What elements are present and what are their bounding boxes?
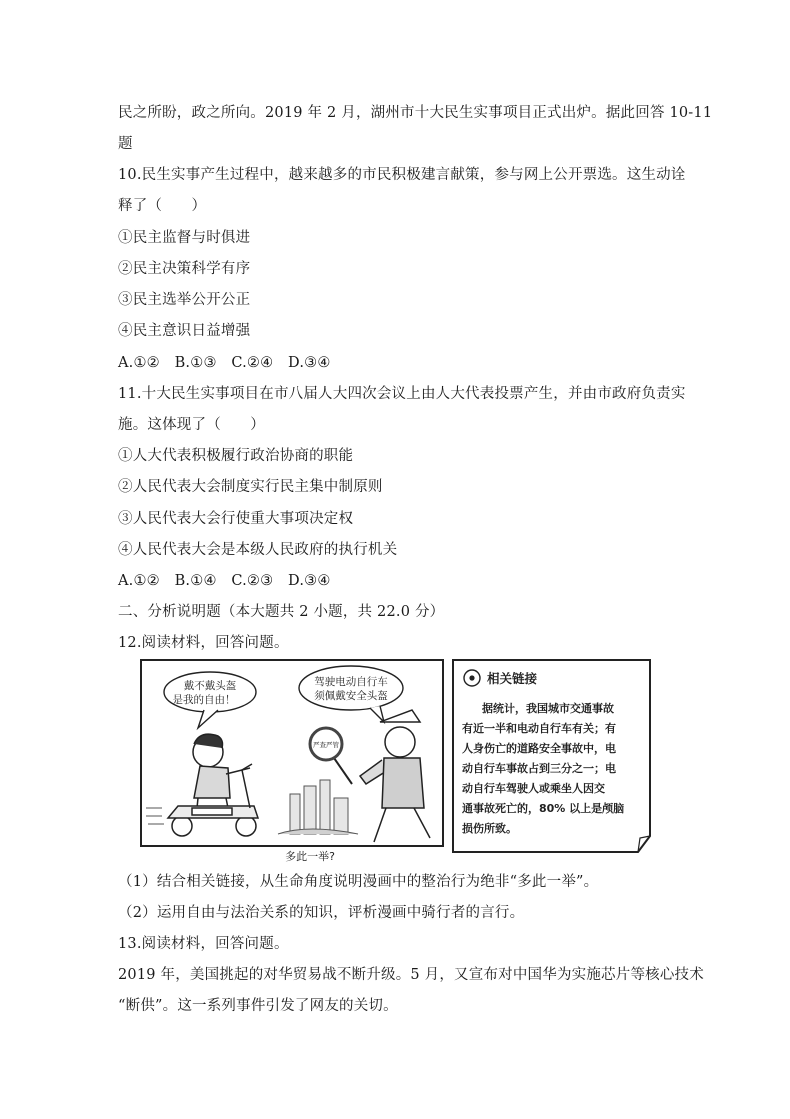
rider-bubble-line-2: 是我的自由！	[172, 694, 236, 706]
q13-stem: 13.阅读材料，回答问题。	[118, 936, 289, 952]
section-2-heading: 二、分析说明题（本大题共 2 小题，共 22.0 分）	[118, 604, 445, 620]
link-text-2: 有近一半和电动自行车有关；有	[462, 722, 616, 735]
rider-bubble-line-1: 戴不戴头盔	[183, 680, 237, 692]
q10-stem-line-1: 10.民生实事产生过程中，越来越多的市民积极建言献策，参与网上公开票选。这生动诠	[118, 167, 686, 183]
link-text-1: 据统计，我国城市交通事故	[482, 702, 614, 715]
intro-line-2: 题	[118, 136, 133, 152]
q12-sub-1: （1）结合相关链接，从生命角度说明漫画中的整治行为绝非“多此一举”。	[118, 874, 599, 890]
q10-option-4: ④民主意识日益增强	[118, 323, 251, 339]
intro-line-1: 民之所盼，政之所向。2019 年 2 月，湖州市十大民生实事项目正式出炉。据此回答 10-11	[118, 105, 713, 121]
police-bubble-line-1: 驾驶电动自行车	[314, 676, 388, 688]
q10-option-2: ②民主决策科学有序	[118, 261, 251, 277]
q11-option-2: ②人民代表大会制度实行民主集中制原则	[118, 479, 383, 495]
q10-choices: A.①② B.①③ C.②④ D.③④	[118, 355, 331, 371]
sign-text: 严查严管	[313, 741, 339, 749]
cartoon-figure	[138, 658, 652, 864]
link-text-3: 人身伤亡的道路安全事故中，电	[462, 742, 616, 755]
q12-stem: 12.阅读材料，回答问题。	[118, 635, 289, 651]
cartoon-illustration	[138, 658, 652, 864]
q11-option-4: ④人民代表大会是本级人民政府的执行机关	[118, 542, 398, 558]
link-text-4: 动自行车事故占到三分之一；电	[462, 762, 616, 775]
q12-sub-2: （2）运用自由与法治关系的知识，评析漫画中骑行者的言行。	[118, 905, 525, 921]
link-text-7: 损伤所致。	[462, 822, 517, 835]
q10-stem-line-2: 释了（ ）	[118, 198, 207, 214]
link-text-6: 通事故死亡的，80% 以上是颅脑	[462, 802, 625, 815]
police-bubble-line-2: 须佩戴安全头盔	[314, 690, 388, 702]
q11-stem-line-1: 11.十大民生实事项目在市八届人大四次会议上由人大代表投票产生，并由市政府负责实	[118, 386, 686, 402]
q11-choices: A.①② B.①④ C.②③ D.③④	[118, 573, 331, 589]
cartoon-caption: 多此一举?	[285, 850, 335, 863]
q13-text-line-2: “断供”。这一系列事件引发了网友的关切。	[118, 998, 398, 1014]
q11-option-3: ③人民代表大会行使重大事项决定权	[118, 511, 354, 527]
related-link-title: 相关链接	[487, 671, 538, 686]
q10-option-3: ③民主选举公开公正	[118, 292, 251, 308]
q13-text-line-1: 2019 年，美国挑起的对华贸易战不断升级。5 月，又宣布对中国华为实施芯片等核心技术	[118, 967, 704, 983]
police-speech-bubble	[299, 666, 403, 710]
q10-option-1: ①民主监督与时俱进	[118, 230, 251, 246]
q11-option-1: ①人大代表积极履行政治协商的职能	[118, 448, 354, 464]
link-text-5: 动自行车驾驶人或乘坐人因交	[462, 782, 605, 795]
q11-stem-line-2: 施。这体现了（ ）	[118, 417, 265, 433]
rider-speech-bubble	[164, 672, 256, 712]
